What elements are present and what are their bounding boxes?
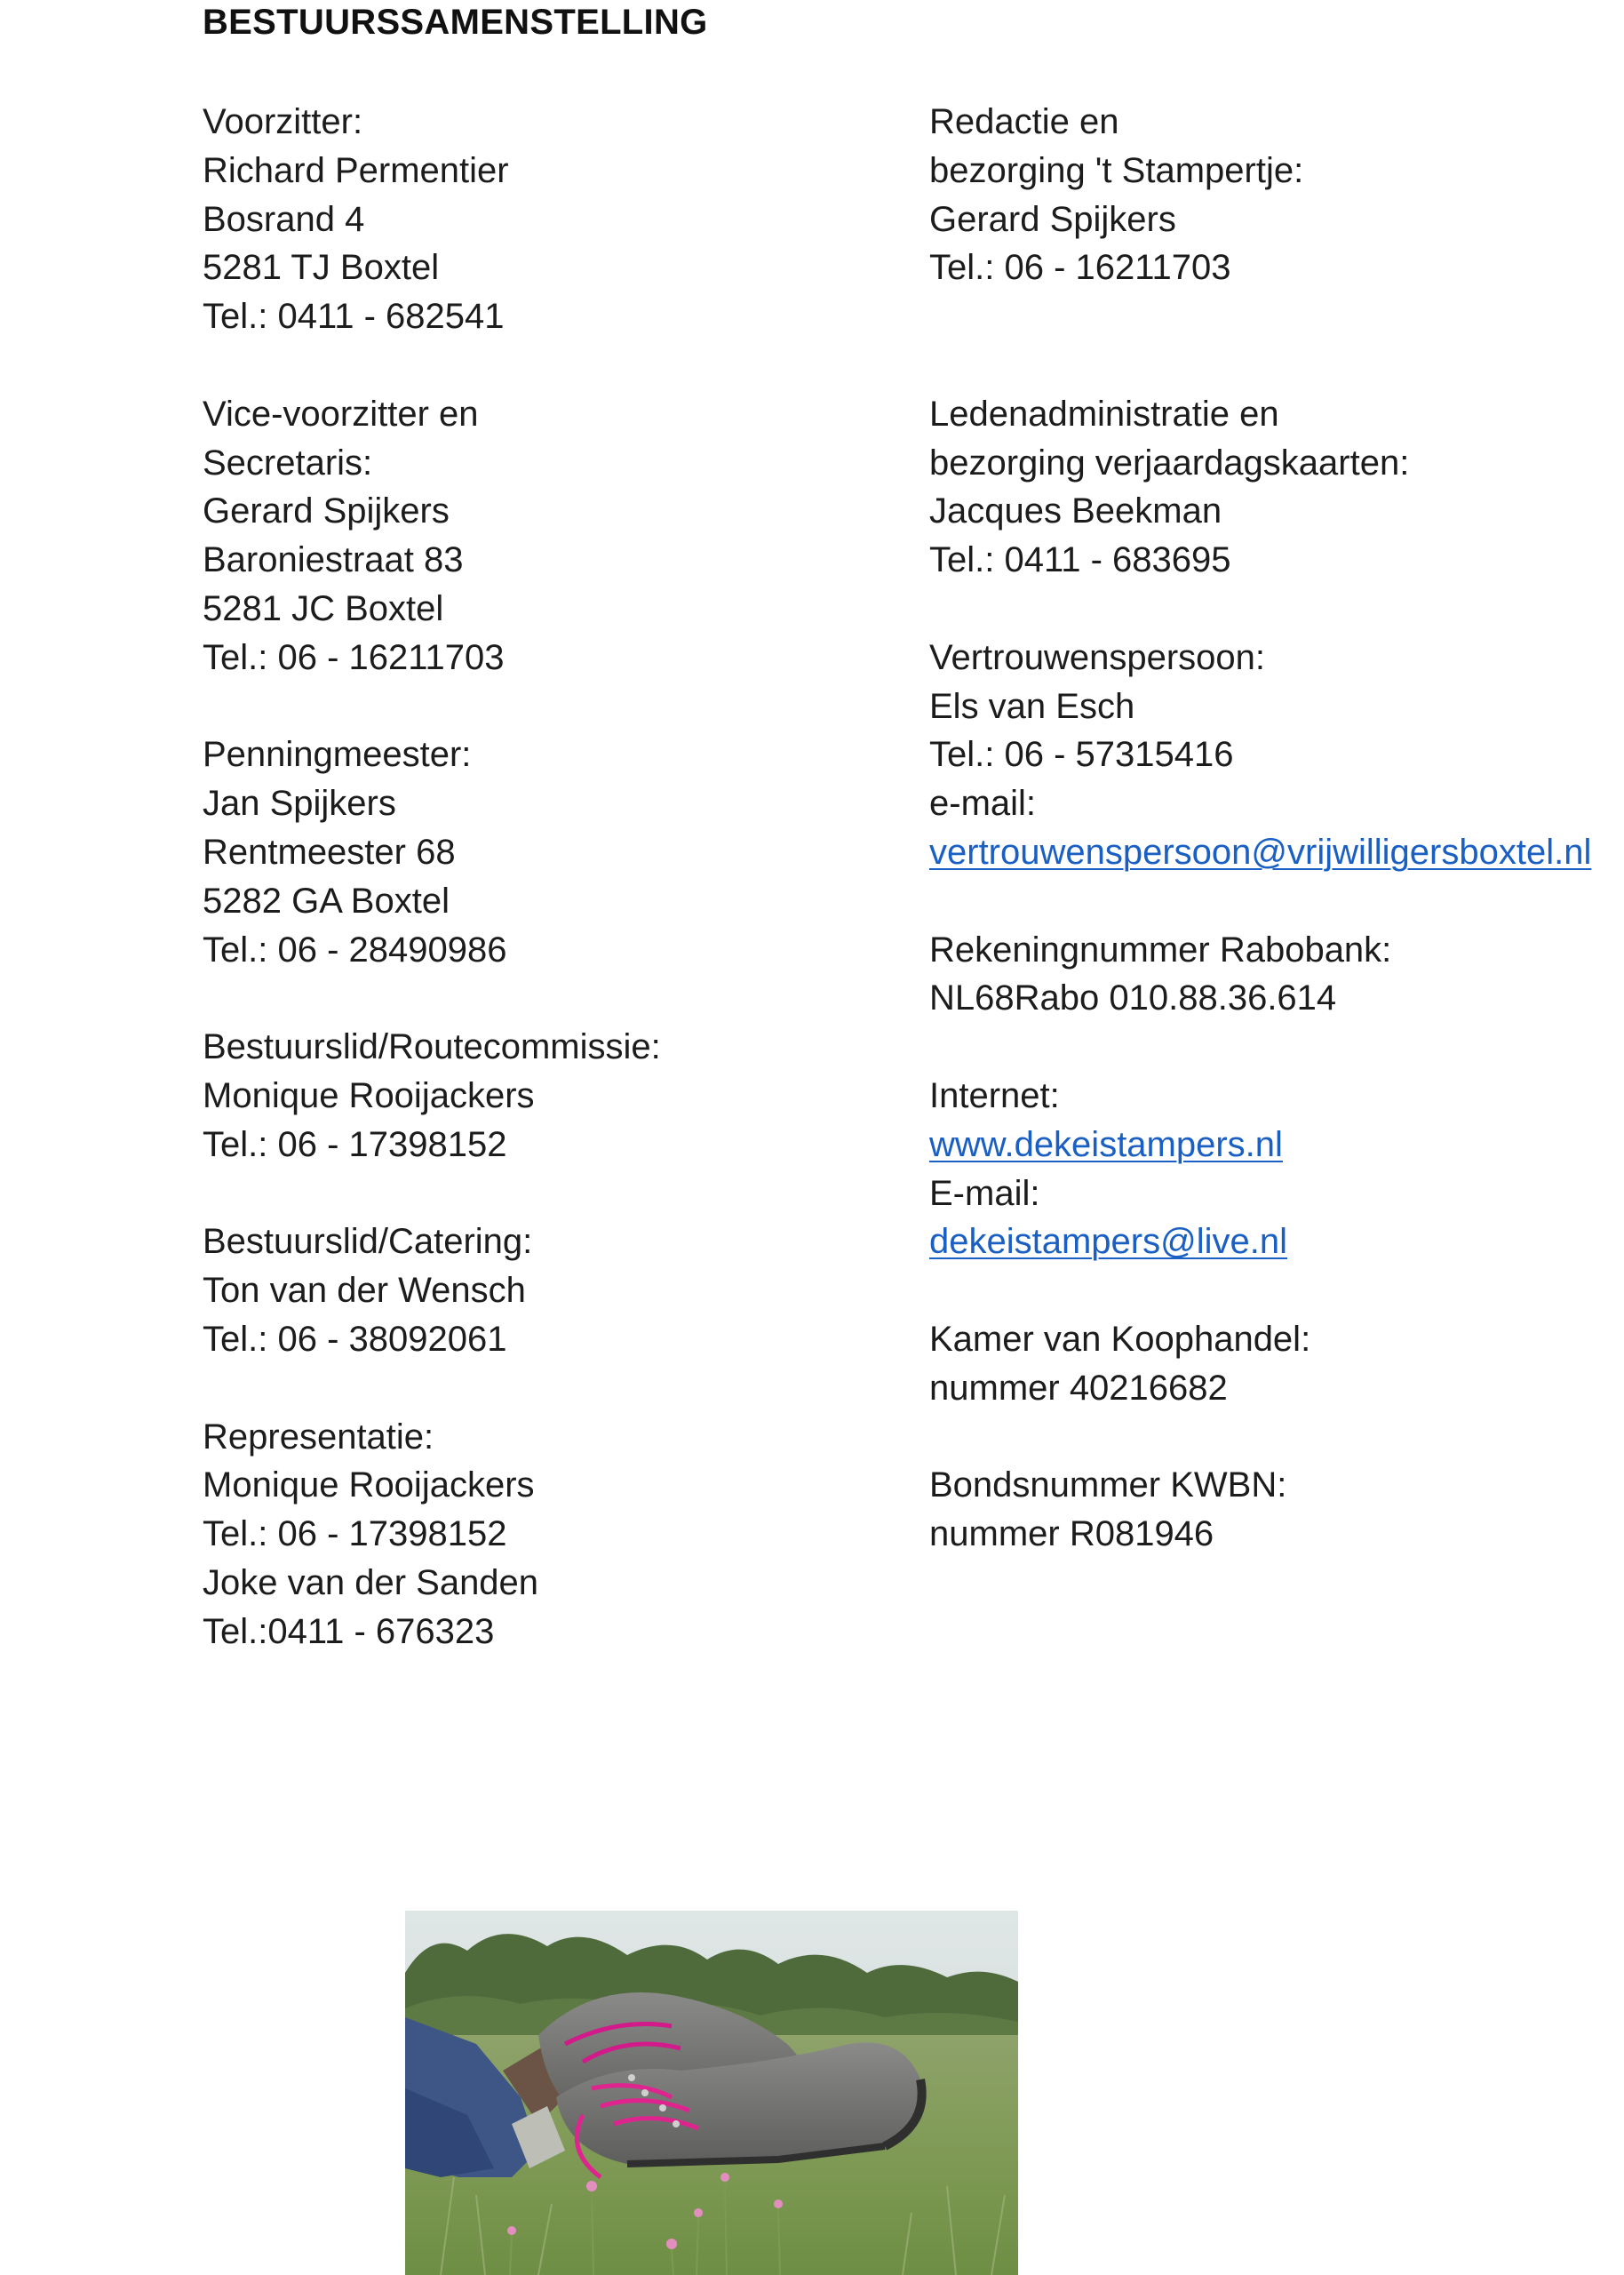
catering-tel: Tel.: 06 - 38092061 (203, 1319, 507, 1359)
kvk-value: nummer 40216682 (929, 1368, 1228, 1408)
vertrouwenspersoon-label: Vertrouwenspersoon: (929, 637, 1266, 677)
kvk-block (929, 1315, 1622, 1413)
kwbn-label: Bondsnummer KWBN: (929, 1465, 1287, 1505)
representatie-name-1: Monique Rooijackers (203, 1465, 535, 1505)
catering-name: Ton van der Wensch (203, 1271, 526, 1311)
routecommissie-block (203, 1023, 878, 1169)
secretaris-city: 5281 JC Boxtel (203, 588, 444, 628)
secretaris-tel: Tel.: 06 - 16211703 (203, 637, 505, 677)
internet-email-label: E-mail: (929, 1173, 1040, 1213)
vertrouwenspersoon-tel: Tel.: 06 - 57315416 (929, 735, 1234, 775)
catering-label: Bestuurslid/Catering: (203, 1222, 533, 1262)
routecommissie-tel: Tel.: 06 - 17398152 (203, 1124, 507, 1164)
kvk-label: Kamer van Koophandel: (929, 1319, 1311, 1359)
representatie-block (203, 1413, 878, 1656)
secretaris-label-2: Secretaris: (203, 443, 373, 483)
hiking-boots-photo (405, 1911, 1018, 2275)
rekening-block (929, 926, 1622, 1024)
vertrouwenspersoon-name: Els van Esch (929, 686, 1135, 726)
penningmeester-street: Rentmeester 68 (203, 832, 456, 872)
ledenadministratie-block (929, 390, 1622, 585)
secretaris-name: Gerard Spijkers (203, 491, 450, 531)
page-title: BESTUURSSAMENSTELLING (203, 3, 708, 42)
redactie-label-1: Redactie en (929, 102, 1119, 141)
voorzitter-city: 5281 TJ Boxtel (203, 248, 440, 288)
redactie-block (929, 98, 1622, 292)
ledenadministratie-name: Jacques Beekman (929, 491, 1222, 531)
penningmeester-tel: Tel.: 06 - 28490986 (203, 930, 507, 970)
representatie-label: Representatie: (203, 1417, 434, 1457)
routecommissie-label: Bestuurslid/Routecommissie: (203, 1027, 661, 1067)
penningmeester-block (203, 730, 878, 974)
website-link[interactable]: www.dekeistampers.nl (929, 1124, 1283, 1164)
vertrouwenspersoon-block (929, 634, 1622, 877)
ledenadministratie-label-1: Ledenadministratie en (929, 394, 1279, 434)
kwbn-value: nummer R081946 (929, 1514, 1214, 1554)
redactie-tel: Tel.: 06 - 16211703 (929, 248, 1231, 288)
internet-label: Internet: (929, 1075, 1060, 1115)
secretaris-label-1: Vice-voorzitter en (203, 394, 479, 434)
ledenadministratie-label-2: bezorging verjaardagskaarten: (929, 443, 1410, 483)
voorzitter-tel: Tel.: 0411 - 682541 (203, 297, 505, 337)
redactie-label-2: bezorging 't Stampertje: (929, 150, 1304, 190)
representatie-tel-2: Tel.:0411 - 676323 (203, 1611, 495, 1651)
kwbn-block (929, 1461, 1622, 1559)
internet-block (929, 1072, 1622, 1266)
routecommissie-name: Monique Rooijackers (203, 1075, 535, 1115)
catering-block (203, 1217, 878, 1363)
penningmeester-city: 5282 GA Boxtel (203, 881, 450, 921)
secretaris-street: Baroniestraat 83 (203, 540, 464, 580)
representatie-tel-1: Tel.: 06 - 17398152 (203, 1514, 507, 1554)
redactie-name: Gerard Spijkers (929, 199, 1176, 239)
rekening-value: NL68Rabo 010.88.36.614 (929, 978, 1337, 1018)
voorzitter-street: Bosrand 4 (203, 199, 365, 239)
penningmeester-name: Jan Spijkers (203, 784, 396, 824)
vertrouwenspersoon-email-label: e-mail: (929, 784, 1037, 824)
vertrouwenspersoon-email-link[interactable]: vertrouwenspersoon@vrijwilligersboxtel.nl (929, 832, 1592, 872)
left-column (203, 98, 878, 1656)
secretaris-block (203, 390, 878, 682)
penningmeester-label: Penningmeester: (203, 735, 472, 775)
club-email-link[interactable]: dekeistampers@live.nl (929, 1222, 1287, 1262)
right-column (929, 98, 1622, 1559)
ledenadministratie-tel: Tel.: 0411 - 683695 (929, 540, 1231, 580)
rekening-label: Rekeningnummer Rabobank: (929, 930, 1392, 970)
voorzitter-block (203, 98, 878, 341)
representatie-name-2: Joke van der Sanden (203, 1562, 539, 1602)
voorzitter-name: Richard Permentier (203, 150, 509, 190)
voorzitter-label: Voorzitter: (203, 102, 363, 141)
